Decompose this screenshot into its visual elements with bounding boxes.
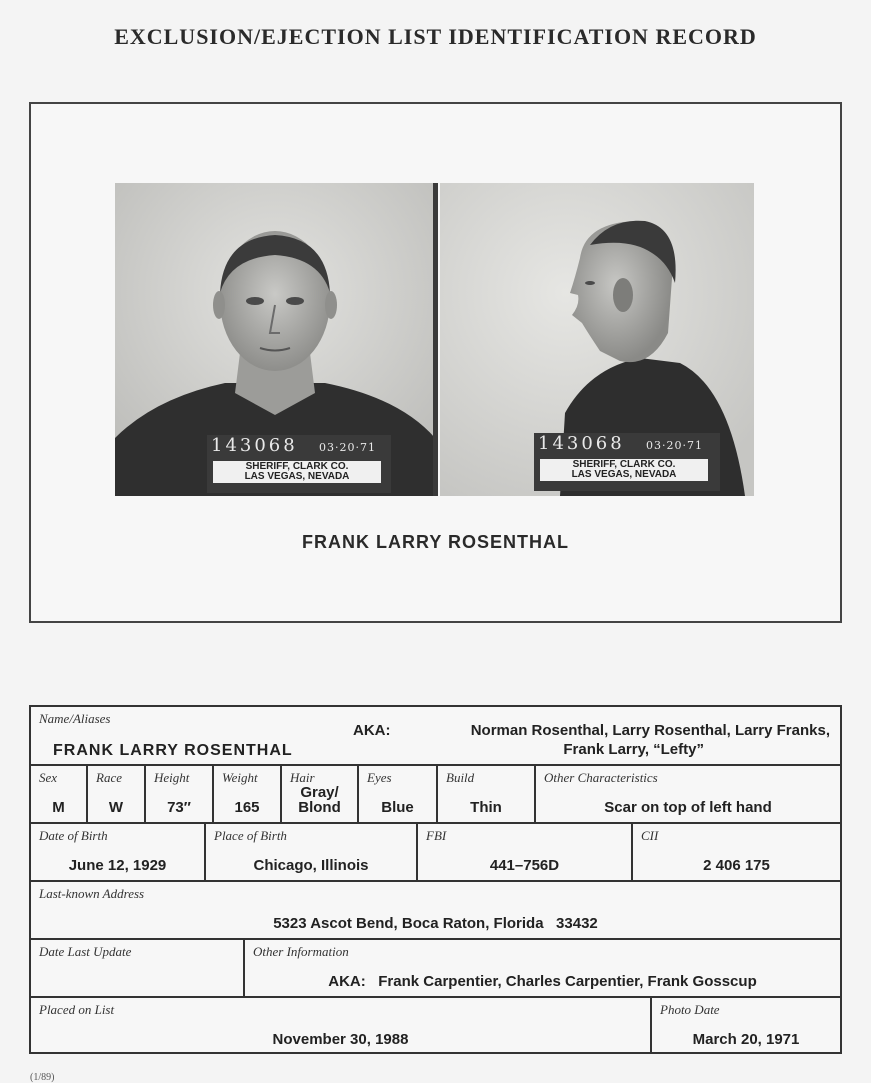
plate-line2-front: LAS VEGAS, NEVADA	[244, 471, 350, 482]
cell-photo-date	[652, 998, 840, 1052]
booking-number-front: 143068	[211, 435, 298, 456]
value-cii: 2 406 175	[703, 857, 770, 874]
label-race: Race	[96, 770, 122, 785]
label-eyes: Eyes	[367, 770, 392, 785]
cell-last-known-address	[31, 882, 840, 938]
cell-cii	[633, 824, 840, 880]
plate-label-front	[213, 461, 381, 483]
row-physical	[31, 766, 840, 824]
row-update-info	[31, 940, 840, 998]
value-place-of-birth: Chicago, Illinois	[253, 857, 369, 874]
photo-caption: FRANK LARRY ROSENTHAL	[302, 532, 569, 552]
cell-placed-on-list	[31, 998, 652, 1052]
booking-date-front: 03·20·71	[319, 441, 376, 454]
cell-name-aliases	[31, 707, 840, 764]
value-fbi: 441–756D	[489, 857, 560, 874]
label-sex: Sex	[39, 770, 58, 785]
label-height: Height	[154, 770, 190, 785]
value-weight: 165	[234, 799, 260, 816]
label-placed-on-list: Placed on List	[39, 1002, 115, 1017]
label-cii: CII	[641, 828, 659, 843]
booking-number-profile: 143068	[538, 433, 625, 454]
cell-date-last-update	[31, 940, 245, 996]
plate-line2-profile: LAS VEGAS, NEVADA	[571, 469, 677, 480]
row-list-dates	[31, 998, 840, 1052]
label-place-of-birth: Place of Birth	[214, 828, 287, 843]
value-sex: M	[52, 799, 65, 816]
document-title: EXCLUSION/EJECTION LIST IDENTIFICATION RECORD	[114, 24, 757, 49]
plate-line1-profile: SHERIFF, CLARK CO.	[572, 459, 676, 470]
row-name-aliases	[31, 707, 840, 766]
label-date-of-birth: Date of Birth	[39, 828, 108, 843]
value-hair-line2: Blond	[298, 799, 341, 816]
value-placed-on-list: November 30, 1988	[272, 1031, 409, 1048]
plate-label-profile	[540, 459, 708, 481]
aka-line2: Frank Larry, “Lefty”	[563, 741, 704, 758]
cell-other-information	[245, 940, 840, 996]
aka-line1: Norman Rosenthal, Larry Rosenthal, Larry Franks,	[470, 722, 830, 739]
cell-height	[146, 766, 214, 822]
cell-sex	[31, 766, 88, 822]
photo-frame	[29, 102, 842, 623]
value-hair-line1: Gray/	[300, 784, 339, 801]
mugshot-front	[115, 183, 435, 496]
label-date-last-update: Date Last Update	[39, 944, 132, 959]
label-photo-date: Photo Date	[660, 1002, 720, 1017]
row-address	[31, 882, 840, 940]
footer-note: (1/89)	[30, 1072, 55, 1083]
cell-build	[438, 766, 536, 822]
mugshot-profile	[440, 183, 754, 496]
booking-plate-profile	[534, 433, 720, 491]
label-other-information: Other Information	[253, 944, 349, 959]
label-fbi: FBI	[426, 828, 447, 843]
booking-plate-front	[207, 435, 391, 493]
value-race: W	[108, 799, 124, 816]
cell-place-of-birth	[206, 824, 418, 880]
cell-race	[88, 766, 146, 822]
cell-other-characteristics	[536, 766, 840, 822]
cell-date-of-birth	[31, 824, 206, 880]
cell-hair	[282, 766, 359, 822]
label-other-characteristics: Other Characteristics	[544, 770, 658, 785]
value-photo-date: March 20, 1971	[692, 1031, 800, 1048]
label-weight: Weight	[222, 770, 258, 785]
booking-date-profile: 03·20·71	[646, 439, 703, 452]
label-hair: Hair	[290, 770, 315, 785]
aka-label: AKA:	[353, 722, 391, 739]
label-name-aliases: Name/Aliases	[39, 711, 111, 726]
value-other-information: AKA: Frank Carpentier, Charles Carpentier, Frank Gosscup	[328, 973, 757, 990]
value-build: Thin	[470, 799, 502, 816]
value-other-characteristics: Scar on top of left hand	[604, 799, 772, 816]
identification-record-table	[29, 705, 842, 1054]
row-birth-ids	[31, 824, 840, 882]
label-last-known-address: Last-known Address	[39, 886, 145, 901]
cell-weight	[214, 766, 282, 822]
photo-divider	[433, 183, 438, 496]
cell-eyes	[359, 766, 438, 822]
value-height: 73″	[167, 799, 191, 816]
value-last-known-address: 5323 Ascot Bend, Boca Raton, Florida 33432	[273, 915, 598, 932]
value-date-of-birth: June 12, 1929	[68, 857, 167, 874]
cell-fbi	[418, 824, 633, 880]
plate-line1-front: SHERIFF, CLARK CO.	[245, 461, 349, 472]
subject-name-value: FRANK LARRY ROSENTHAL	[53, 742, 293, 759]
value-eyes: Blue	[381, 799, 414, 816]
label-build: Build	[446, 770, 475, 785]
